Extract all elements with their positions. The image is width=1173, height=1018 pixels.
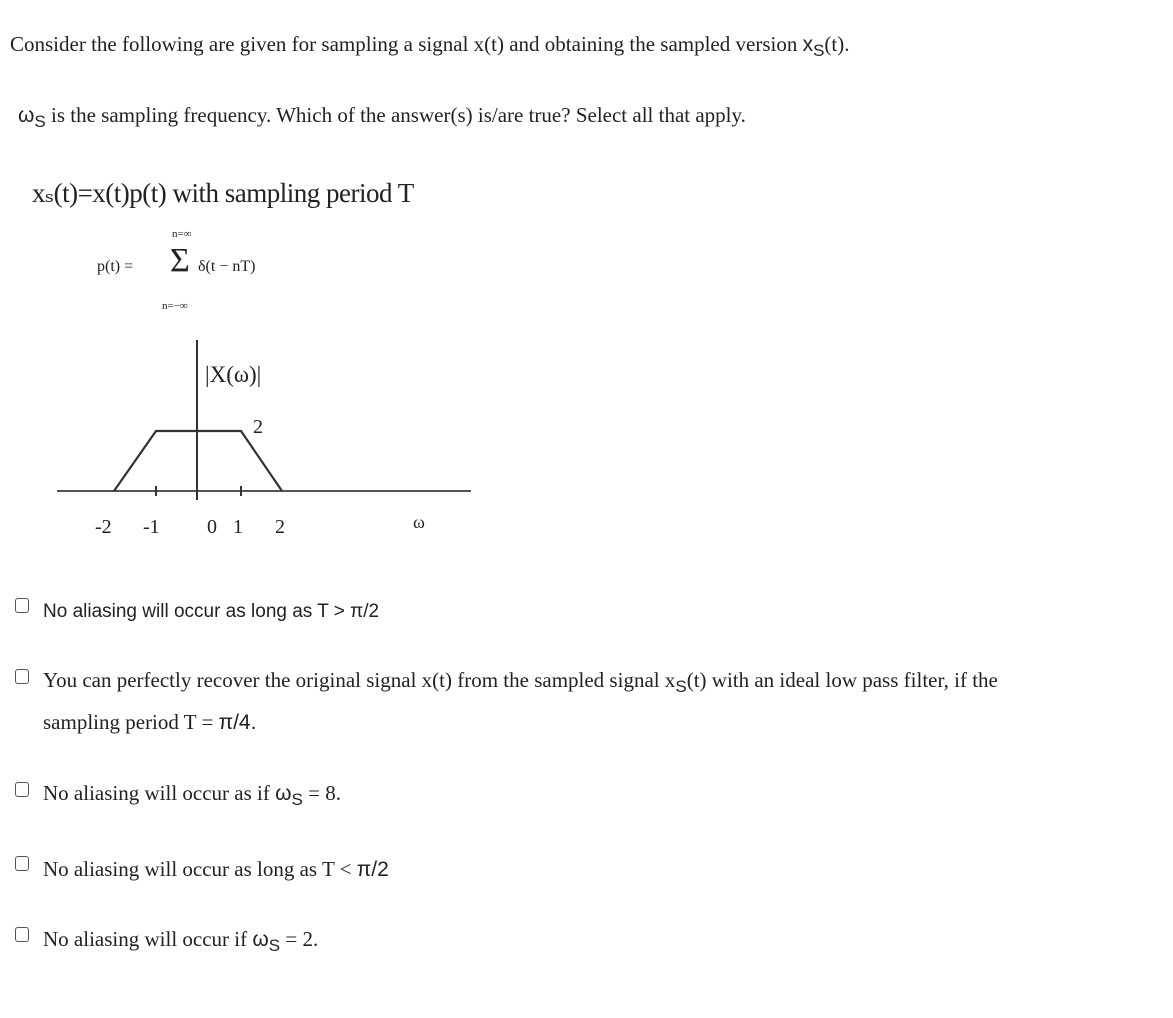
omega-subscript: S [34,112,46,131]
option-2-checkbox[interactable] [15,669,29,684]
question-line-1 [10,32,850,60]
option-5-text-end: = 2. [280,927,319,951]
omega-subscript: S [291,790,303,809]
option-5-label[interactable] [43,927,319,955]
peak-value-label: 2 [253,416,263,438]
option-2-label-line-2[interactable] [43,710,256,735]
tick-label: -2 [95,516,112,538]
pi-symbol: π [356,858,372,881]
option-1-text: No aliasing will occur as long as T > [43,601,351,622]
sum-upper-limit: n=∞ [172,228,192,240]
omega-symbol: ω [18,104,35,127]
option-4-checkbox[interactable] [15,856,29,871]
tick-label: 2 [275,516,285,538]
omega-axis-label: ω [413,512,425,532]
omega-symbol: ω [252,928,269,951]
option-1-checkbox[interactable] [15,598,29,613]
question-line-2 [18,103,746,131]
xs-subscript: S [813,41,825,60]
xs-symbol: x [802,33,814,56]
omega-subscript: S [268,936,281,955]
p-lhs: p(t) = [97,258,134,275]
option-1-text-end: /2 [363,601,380,622]
option-2-label[interactable] [43,668,998,696]
option-5-text: No aliasing will occur if [43,927,253,951]
tick-label: -1 [143,516,160,538]
spectrum-plot [0,170,500,550]
p-rhs: δ(t − nT) [198,258,256,275]
option-4-label[interactable] [43,857,389,882]
tick-label: 1 [233,516,243,538]
sampling-figure [0,170,500,550]
sigma-symbol: Σ [170,242,190,279]
pi-symbol: π [350,601,364,622]
pi-symbol: π [218,711,234,734]
option-1-label[interactable] [43,601,379,623]
option-3-text: No aliasing will occur as if [43,781,276,805]
option-2-text-line-2: sampling period T = [43,710,219,734]
equation-title: xₛ(t)=x(t)p(t) with sampling period T [32,178,414,208]
option-4-text: No aliasing will occur as long as T < [43,857,357,881]
option-2-text: You can perfectly recover the original signal x(t) from the sampled signal x [43,668,676,692]
option-2-text-mid: (t) with an ideal low pass filter, if the [686,668,998,692]
question-line-1-text: Consider the following are given for sampling a signal x(t) and obtaining the sampled version [10,32,803,56]
spectrum-label: |X(ω)| [205,362,262,387]
xs-subscript: S [675,677,687,696]
question-line-1-end: (t). [824,32,850,56]
option-4-text-end: /2 [371,858,389,881]
sum-lower-limit: n=−∞ [162,300,188,312]
option-2-text-end: /4. [233,711,257,734]
option-5-checkbox[interactable] [15,927,29,942]
option-3-label[interactable] [43,781,341,809]
omega-symbol: ω [275,782,292,805]
tick-label: 0 [207,516,217,538]
option-3-text-end: = 8. [302,781,341,805]
option-3-checkbox[interactable] [15,782,29,797]
question-line-2-text: is the sampling frequency. Which of the answer(s) is/are true? Select all that apply. [45,103,746,127]
